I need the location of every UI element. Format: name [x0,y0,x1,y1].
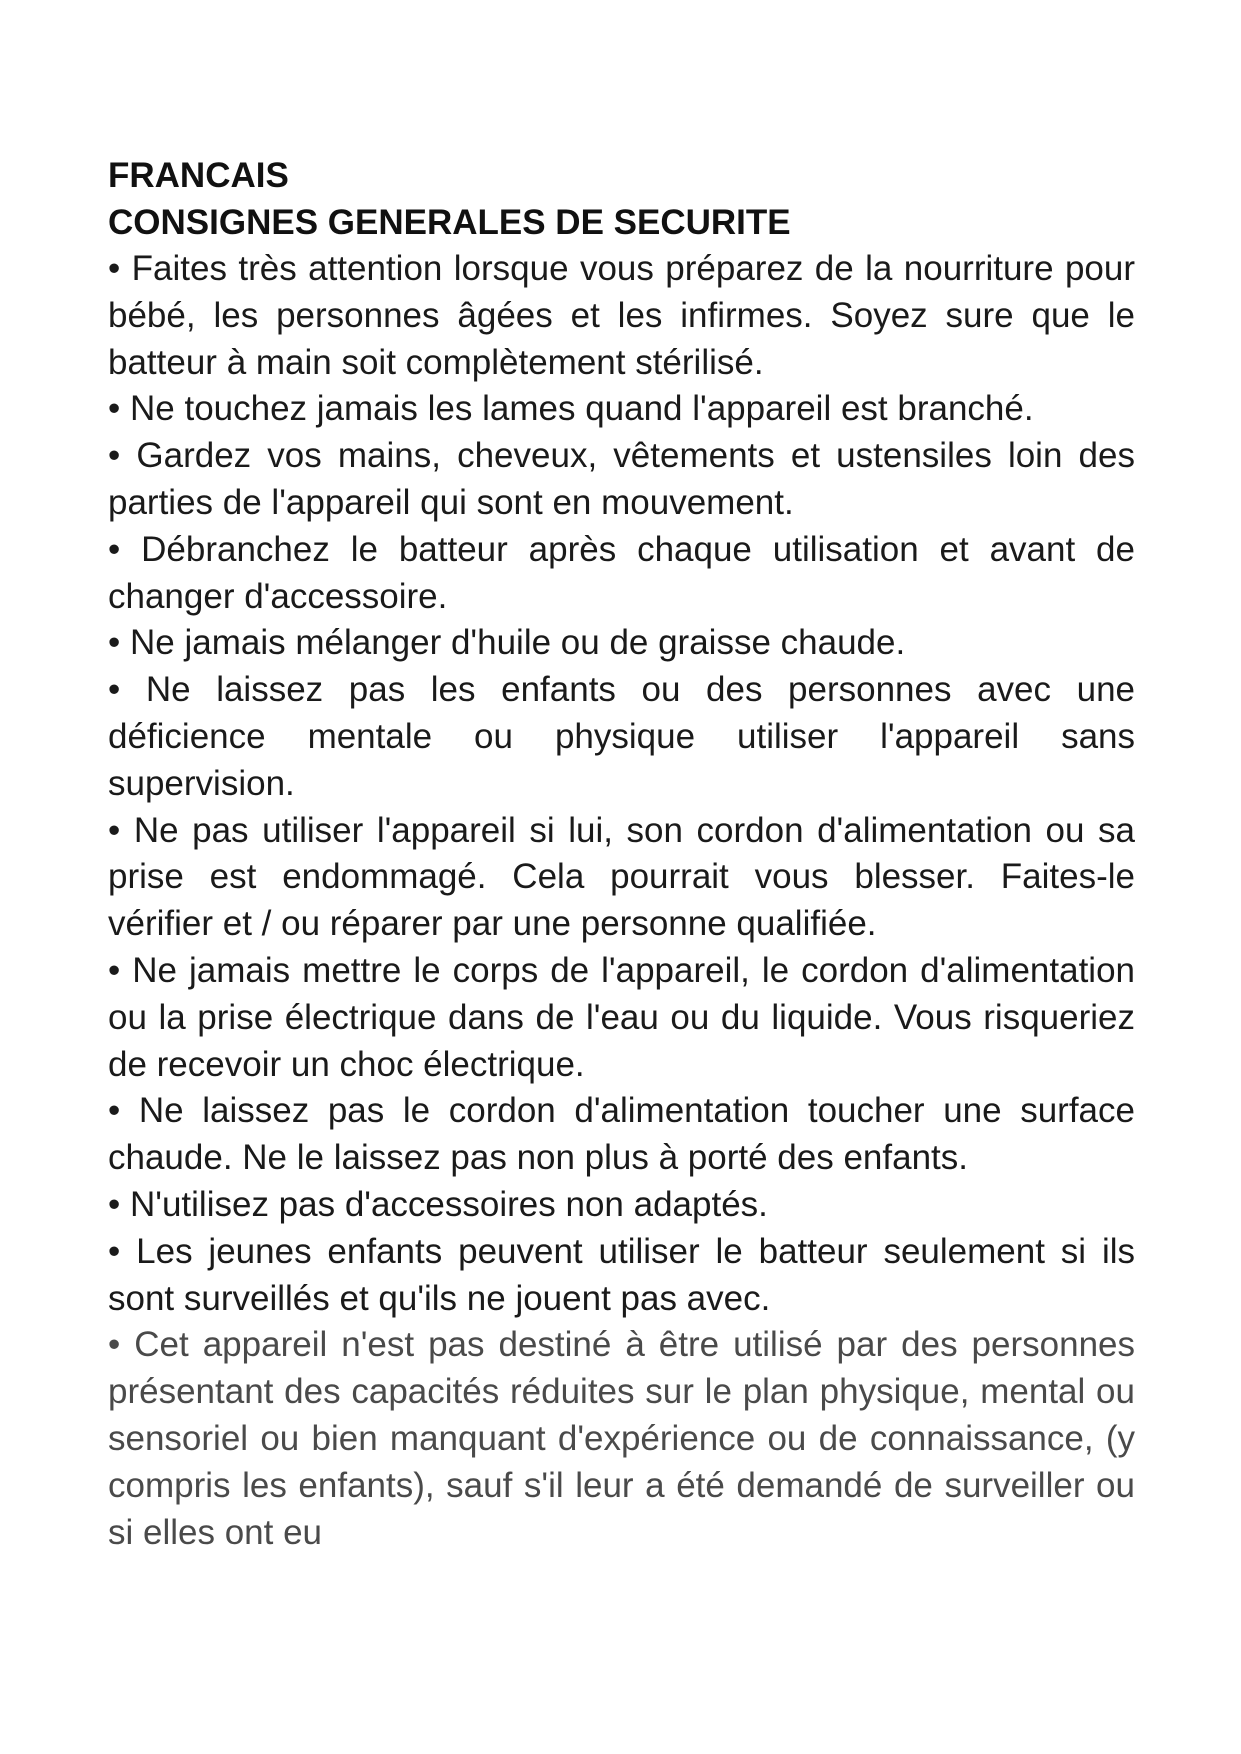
bullet-icon: • [108,389,121,429]
list-item-text: Ne touchez jamais les lames quand l'appareil est branché. [130,389,1034,429]
list-item [108,1088,1135,1182]
list-item-text: N'utilisez pas d'accessoires non adaptés. [130,1184,768,1224]
bullet-icon: • [108,249,121,288]
bullet-icon: • [108,1184,121,1224]
list-item-text: Ne pas utiliser l'appareil si lui, son cordon d'alimentation ou sa prise est endommagé. Cela pourrait vous blesser. Faites-le vérifier et / ou réparer par une personne qualifiée. [108,810,1135,944]
bullet-icon: • [108,1231,121,1271]
list-item-text: Ne laissez pas le cordon d'alimentation toucher une surface chaude. Ne le laissez pas non plus à porté des enfants. [108,1091,1135,1178]
list-item-text: Les jeunes enfants peuvent utiliser le batteur seulement si ils sont surveillés et qu'ils ne jouent pas avec. [108,1231,1135,1318]
list-item [108,1182,1135,1229]
document-page [108,152,1135,1556]
list-item-text: Ne jamais mettre le corps de l'appareil, le cordon d'alimentation ou la prise électrique dans de l'eau ou du liquide. Vous risqueriez de recevoir un choc électrique. [108,950,1135,1084]
list-item [108,246,1135,386]
bullet-icon: • [108,529,121,569]
list-item [108,808,1135,948]
list-item-text: Ne jamais mélanger d'huile ou de graisse chaude. [130,623,906,663]
list-item [108,527,1135,621]
bullet-icon: • [108,810,121,850]
language-heading: FRANCAIS [108,156,289,195]
bullet-icon: • [108,950,121,990]
list-item [108,948,1135,1088]
list-item [108,1322,1135,1556]
list-item [108,620,1135,667]
list-item-text: Faites très attention lorsque vous préparez de la nourriture pour bébé, les personnes âgées et les infirmes. Soyez sure que le batteur à main soit complètement stérilisé. [108,249,1135,382]
bullet-icon: • [108,670,121,710]
list-item [108,433,1135,527]
bullet-icon: • [108,623,121,663]
list-item-text: Débranchez le batteur après chaque utilisation et avant de changer d'accessoire. [108,529,1135,616]
list-item-text: Gardez vos mains, cheveux, vêtements et ustensiles loin des parties de l'appareil qui sont en mouvement. [108,436,1135,522]
list-item [108,386,1135,433]
list-item [108,667,1135,807]
section-title: CONSIGNES GENERALES DE SECURITE [108,203,791,242]
bullet-icon: • [108,1325,121,1365]
bullet-icon: • [108,1091,121,1131]
safety-instructions-list [108,246,1135,1556]
bullet-icon: • [108,436,121,476]
list-item-text: Cet appareil n'est pas destiné à être utilisé par des personnes présentant des capacités réduites sur le plan physique, mental ou sensoriel ou bien manquant d'expérience ou de connaissance, (y compris les enfants), sauf s'il leur a été demandé de surveiller ou si elles ont eu [108,1325,1135,1552]
list-item [108,1229,1135,1323]
list-item-text: Ne laissez pas les enfants ou des personnes avec une déficience mentale ou physique utiliser l'appareil sans supervision. [108,670,1135,803]
